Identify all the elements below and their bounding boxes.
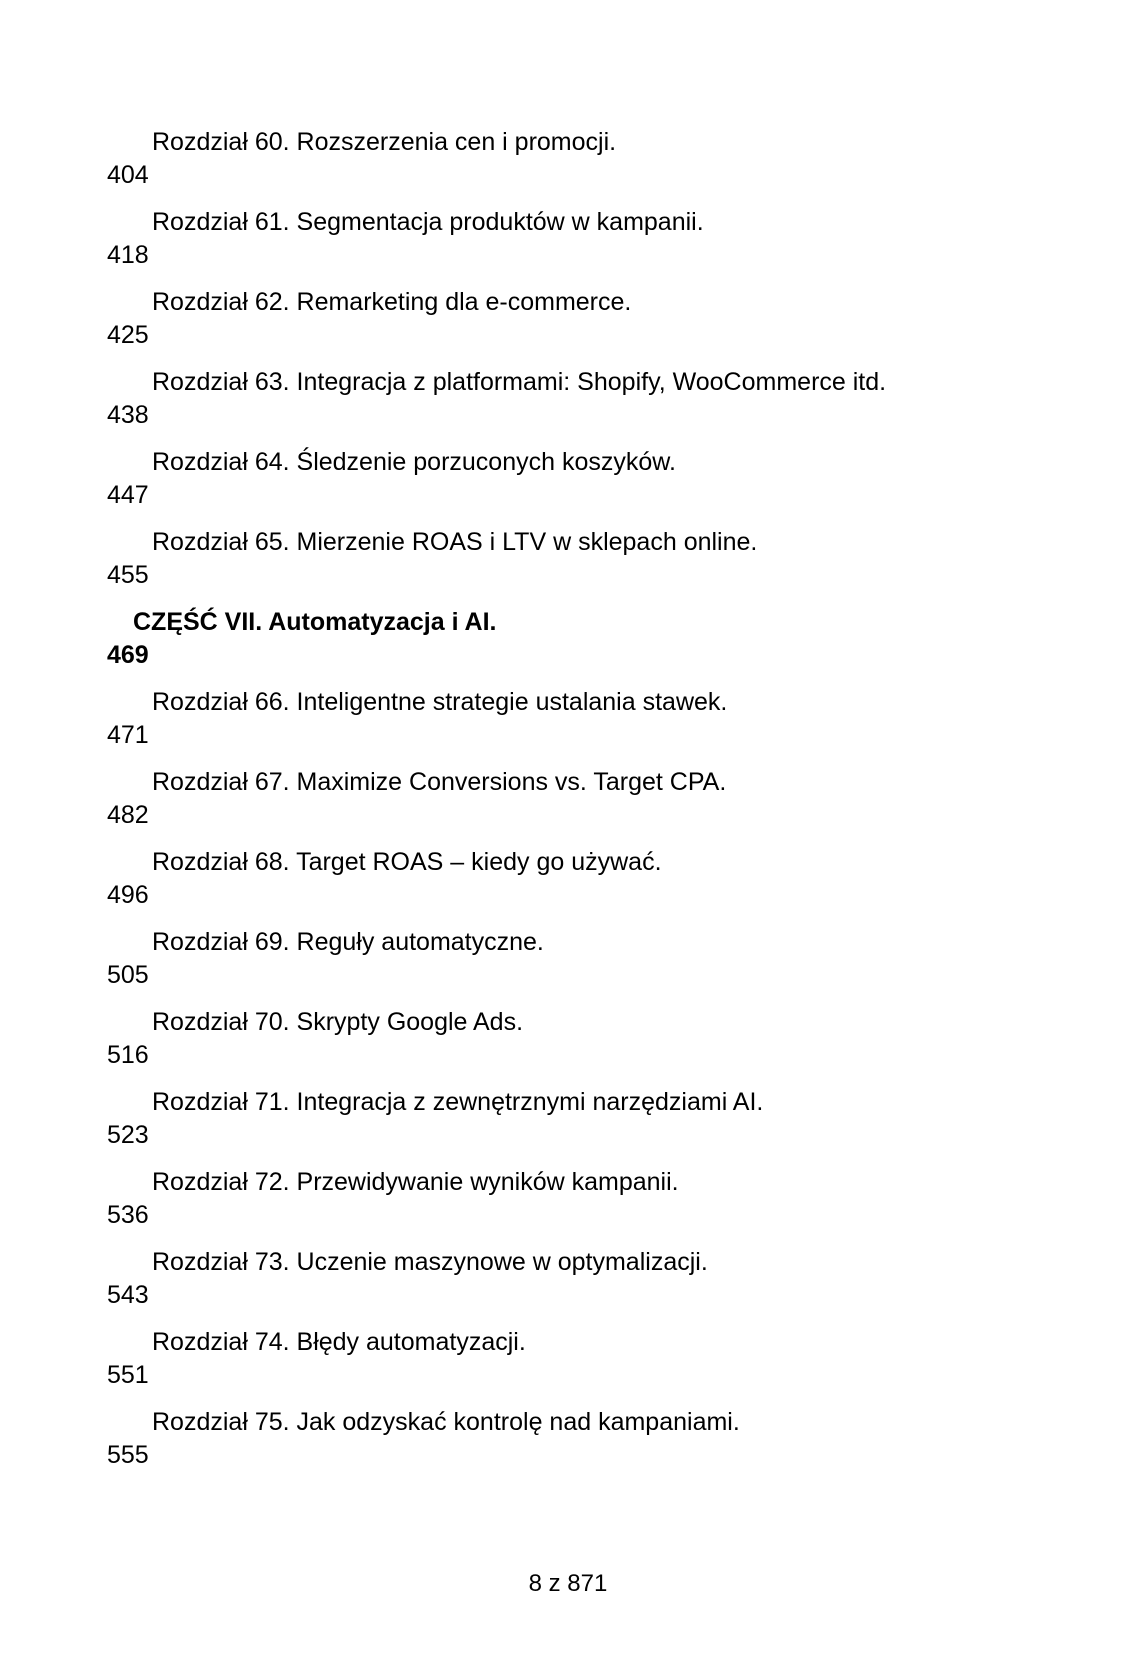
toc-entry-page-number: 536 <box>107 1201 149 1229</box>
toc-chapter-entry <box>107 1166 1076 1232</box>
toc-entry-title: CZĘŚĆ VII. Automatyzacja i AI. <box>133 608 497 636</box>
toc-entry-title: Rozdział 75. Jak odzyskać kontrolę nad kampaniami. <box>152 1408 740 1436</box>
toc-entry-page-number: 404 <box>107 161 149 189</box>
toc-entry-title: Rozdział 67. Maximize Conversions vs. Target CPA. <box>152 768 727 796</box>
toc-entry-page-number: 418 <box>107 241 149 269</box>
toc-chapter-entry <box>107 526 1076 592</box>
toc-chapter-entry <box>107 1406 1076 1472</box>
toc-entry-page-number: 447 <box>107 481 149 509</box>
toc-entry-title: Rozdział 65. Mierzenie ROAS i LTV w sklepach online. <box>152 528 758 556</box>
toc-entry-title: Rozdział 68. Target ROAS – kiedy go używać. <box>152 848 662 876</box>
toc-chapter-entry <box>107 1246 1076 1312</box>
toc-chapter-entry <box>107 286 1076 352</box>
toc-chapter-entry <box>107 206 1076 272</box>
toc-entry-page-number: 438 <box>107 401 149 429</box>
toc-entry-page-number: 555 <box>107 1441 149 1469</box>
toc-entry-title: Rozdział 70. Skrypty Google Ads. <box>152 1008 524 1036</box>
toc-entry-page-number: 471 <box>107 721 149 749</box>
toc-entry-page-number: 482 <box>107 801 149 829</box>
toc-entry-page-number: 505 <box>107 961 149 989</box>
toc-entry-title: Rozdział 73. Uczenie maszynowe w optymalizacji. <box>152 1248 708 1276</box>
toc-entry-title: Rozdział 63. Integracja z platformami: Shopify, WooCommerce itd. <box>152 368 887 396</box>
toc-entry-page-number: 455 <box>107 561 149 589</box>
toc-chapter-entry <box>107 1006 1076 1072</box>
toc-entry-page-number: 516 <box>107 1041 149 1069</box>
toc-entry-page-number: 496 <box>107 881 149 909</box>
toc-chapter-entry <box>107 926 1076 992</box>
toc-entry-title: Rozdział 71. Integracja z zewnętrznymi narzędziami AI. <box>152 1088 764 1116</box>
toc-chapter-entry <box>107 446 1076 512</box>
toc-entry-page-number: 469 <box>107 641 149 669</box>
toc-entry-title: Rozdział 74. Błędy automatyzacji. <box>152 1328 526 1356</box>
toc-entry-title: Rozdział 64. Śledzenie porzuconych koszyków. <box>152 448 676 476</box>
toc-chapter-entry <box>107 766 1076 832</box>
toc-entry-title: Rozdział 69. Reguły automatyczne. <box>152 928 544 956</box>
toc-entry-title: Rozdział 72. Przewidywanie wyników kampanii. <box>152 1168 679 1196</box>
toc-entry-title: Rozdział 62. Remarketing dla e-commerce. <box>152 288 632 316</box>
toc-chapter-entry <box>107 846 1076 912</box>
page-counter: 8 z 871 <box>528 1570 608 1597</box>
toc-chapter-entry <box>107 1326 1076 1392</box>
toc-entry-title: Rozdział 61. Segmentacja produktów w kampanii. <box>152 208 704 236</box>
toc-entry-title: Rozdział 66. Inteligentne strategie ustalania stawek. <box>152 688 728 716</box>
toc-chapter-entry <box>107 126 1076 192</box>
toc-chapter-entry <box>107 366 1076 432</box>
toc-entry-page-number: 551 <box>107 1361 149 1389</box>
toc-entry-page-number: 543 <box>107 1281 149 1309</box>
toc-chapter-entry <box>107 1086 1076 1152</box>
toc-entry-title: Rozdział 60. Rozszerzenia cen i promocji. <box>152 128 617 156</box>
toc-entry-page-number: 425 <box>107 321 149 349</box>
toc-entry-page-number: 523 <box>107 1121 149 1149</box>
toc-part-entry <box>107 606 1076 672</box>
toc-chapter-entry <box>107 686 1076 752</box>
